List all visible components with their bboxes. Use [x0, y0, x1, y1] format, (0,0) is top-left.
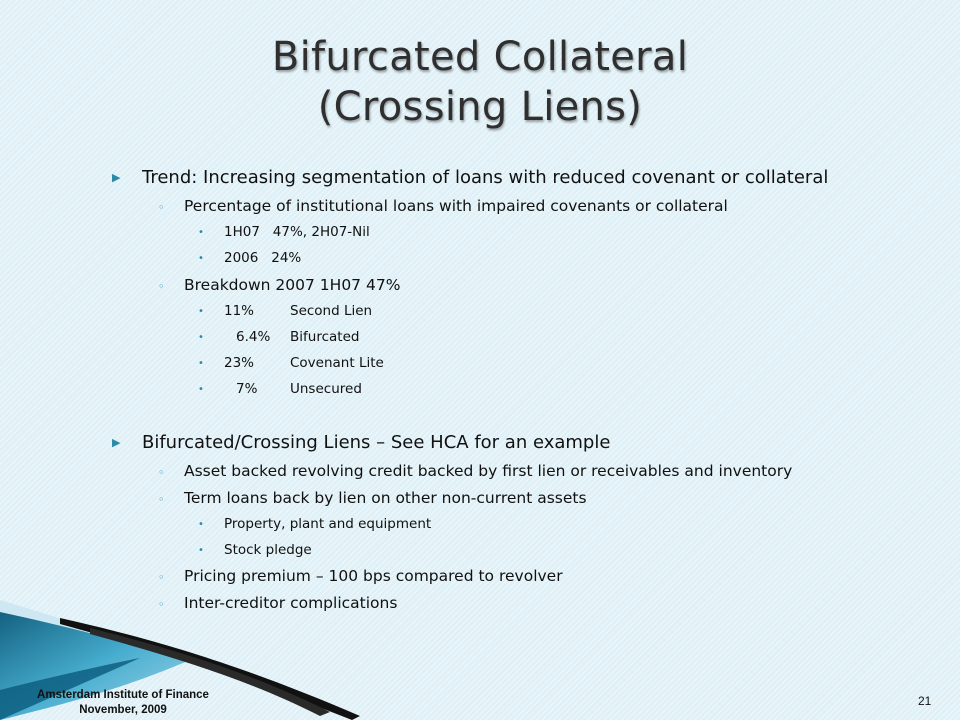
circle-bullet-icon: ◦: [158, 571, 165, 584]
bullet-intercreditor: ◦ Inter-creditor complications: [158, 594, 398, 612]
breakdown-item: • 6.4% Bifurcated: [198, 329, 360, 345]
title-line-1: Bifurcated Collateral: [271, 34, 689, 80]
breakdown-item: • 23% Covenant Lite: [198, 355, 384, 371]
bullet-pricing: ◦ Pricing premium – 100 bps compared to revolver: [158, 567, 563, 585]
circle-bullet-icon: ◦: [158, 201, 165, 214]
dot-bullet-icon: •: [198, 384, 204, 395]
circle-bullet-icon: ◦: [158, 598, 165, 611]
circle-bullet-icon: ◦: [158, 466, 165, 479]
breakdown-item: • 11% Second Lien: [198, 303, 373, 319]
dot-bullet-icon: •: [198, 332, 204, 343]
dot-bullet-icon: •: [198, 306, 204, 317]
title-line-2: (Crossing Liens): [317, 84, 643, 130]
footer-date: November, 2009: [79, 704, 167, 716]
circle-bullet-icon: ◦: [158, 280, 165, 293]
triangle-right-icon: ▶: [112, 171, 121, 184]
bullet-asset-backed: ◦ Asset backed revolving credit backed by first lien or receivables and inventory: [158, 462, 793, 480]
bullet-stock-pledge: • Stock pledge: [198, 542, 312, 558]
footer-org-name: Amsterdam Institute of Finance: [37, 689, 209, 701]
breakdown-item: • 7% Unsecured: [198, 381, 362, 397]
circle-bullet-icon: ◦: [158, 493, 165, 506]
slide-title: [180, 32, 780, 132]
triangle-right-icon: ▶: [112, 436, 121, 449]
bullet-1h07: • 1H07 47%, 2H07-Nil: [198, 224, 370, 240]
dot-bullet-icon: •: [198, 519, 204, 530]
bullet-ppe: • Property, plant and equipment: [198, 516, 432, 532]
bullet-breakdown: ◦ Breakdown 2007 1H07 47%: [158, 276, 401, 294]
bullet-term-loans: ◦ Term loans back by lien on other non-current assets: [158, 489, 587, 507]
bullet-percentage: ◦ Percentage of institutional loans with impaired covenants or collateral: [158, 197, 728, 215]
bullet-2006: • 2006 24%: [198, 250, 302, 266]
dot-bullet-icon: •: [198, 227, 204, 238]
dot-bullet-icon: •: [198, 545, 204, 556]
page-number: 21: [918, 694, 932, 708]
dot-bullet-icon: •: [198, 358, 204, 369]
bullet-bifurcated: ▶ Bifurcated/Crossing Liens – See HCA for an example: [112, 432, 611, 453]
bullet-trend: ▶ Trend: Increasing segmentation of loans with reduced covenant or collateral: [112, 167, 829, 188]
footer-organization: [18, 688, 228, 718]
dot-bullet-icon: •: [198, 253, 204, 264]
